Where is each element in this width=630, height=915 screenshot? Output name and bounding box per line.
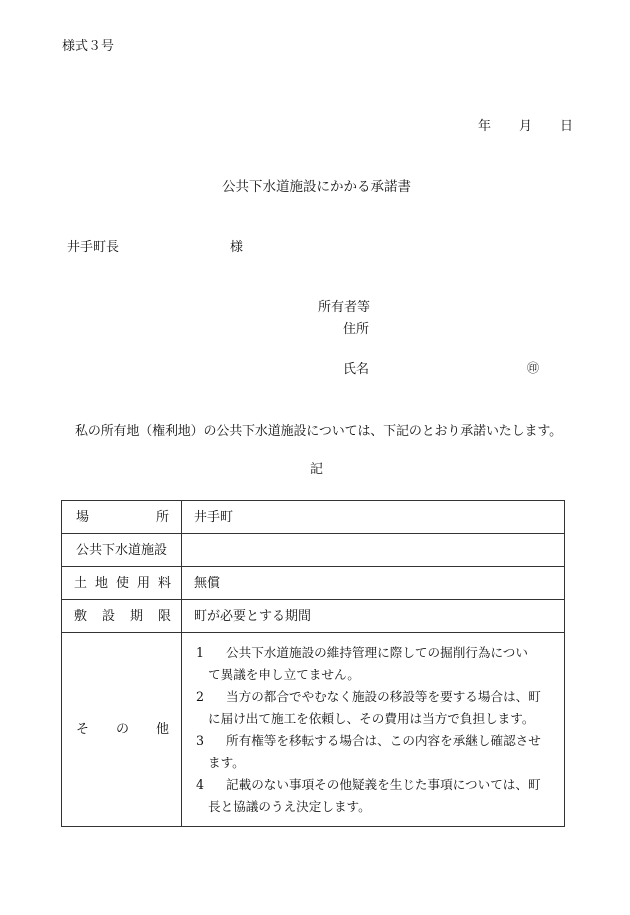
owner-name-label: 氏名: [343, 362, 370, 377]
label-char: そ: [76, 722, 90, 737]
row-value-sewer-facility: [182, 534, 565, 567]
list-item: [194, 642, 554, 686]
label-char: の: [115, 722, 129, 737]
list-item: [194, 730, 554, 774]
detail-table: [61, 500, 565, 827]
table-row-installation-period: [62, 600, 565, 633]
ki-heading: 記: [310, 462, 324, 477]
label-char: 他: [155, 722, 169, 737]
consent-statement: 私の所有地（権利地）の公共下水道施設については、下記のとおり承諾いたします。: [75, 424, 563, 439]
row-value-installation-period: 町が必要とする期間: [182, 600, 565, 633]
item-text-line1: 所有権等を移転する場合は、この内容を承継し確認させ: [226, 733, 541, 748]
label-char: 設: [101, 608, 115, 624]
label-char: 使: [115, 575, 129, 591]
label-char: 所: [155, 509, 169, 525]
item-text-line2: ます。: [208, 755, 245, 770]
date-month-label: 月: [519, 119, 533, 134]
row-label-other: [62, 633, 182, 827]
item-number: 4: [196, 777, 205, 792]
label-char: 期: [129, 608, 143, 624]
row-label-land-fee: [62, 567, 182, 600]
table-row-location: [62, 501, 565, 534]
table-row-other: [62, 633, 565, 827]
row-label-location: [62, 501, 182, 534]
item-text-line2: 長と協議のうえ決定します。: [208, 799, 371, 814]
addressee-name: 井手町長: [67, 240, 120, 255]
item-number: 1: [196, 645, 205, 660]
row-value-land-fee: 無償: [182, 567, 565, 600]
item-text-line2: に届け出て施工を依頼し、その費用は当方で負担します。: [208, 711, 535, 726]
label-char: 地: [94, 575, 108, 591]
other-conditions-list: [182, 633, 565, 827]
row-label-installation-period: [62, 600, 182, 633]
date-day-label: 日: [560, 119, 574, 134]
item-number: 2: [196, 689, 205, 704]
list-item: [194, 686, 554, 730]
row-value-location: 井手町: [182, 501, 565, 534]
owner-address-label: 住所: [343, 322, 370, 337]
item-number: 3: [196, 733, 205, 748]
seal-mark: ㊞: [527, 361, 540, 375]
label-char: 場: [76, 509, 90, 525]
list-item: [194, 774, 554, 818]
table-row-sewer-facility: [62, 534, 565, 567]
addressee-honorific: 様: [230, 240, 244, 255]
table-row-land-fee: [62, 567, 565, 600]
date-year-label: 年: [478, 119, 492, 134]
label-char: 料: [157, 575, 171, 591]
item-text-line2: て異議を申し立てません。: [208, 667, 360, 682]
row-label-sewer-facility: 公共下水道施設: [62, 534, 182, 567]
document-title: 公共下水道施設にかかる承諾書: [222, 179, 411, 195]
item-text-line1: 公共下水道施設の維持管理に際しての掘削行為につい: [226, 645, 528, 660]
label-char: 土: [74, 575, 88, 591]
item-text-line1: 記載のない事項その他疑義を生じた事項については、町: [226, 777, 541, 792]
item-text-line1: 当方の都合でやむなく施設の移設等を要する場合は、町: [226, 689, 541, 704]
owner-label: 所有者等: [318, 300, 371, 315]
label-char: 限: [157, 608, 171, 624]
label-char: 敷: [74, 608, 88, 624]
form-number: 様式３号: [62, 39, 115, 54]
label-char: 用: [136, 575, 150, 591]
